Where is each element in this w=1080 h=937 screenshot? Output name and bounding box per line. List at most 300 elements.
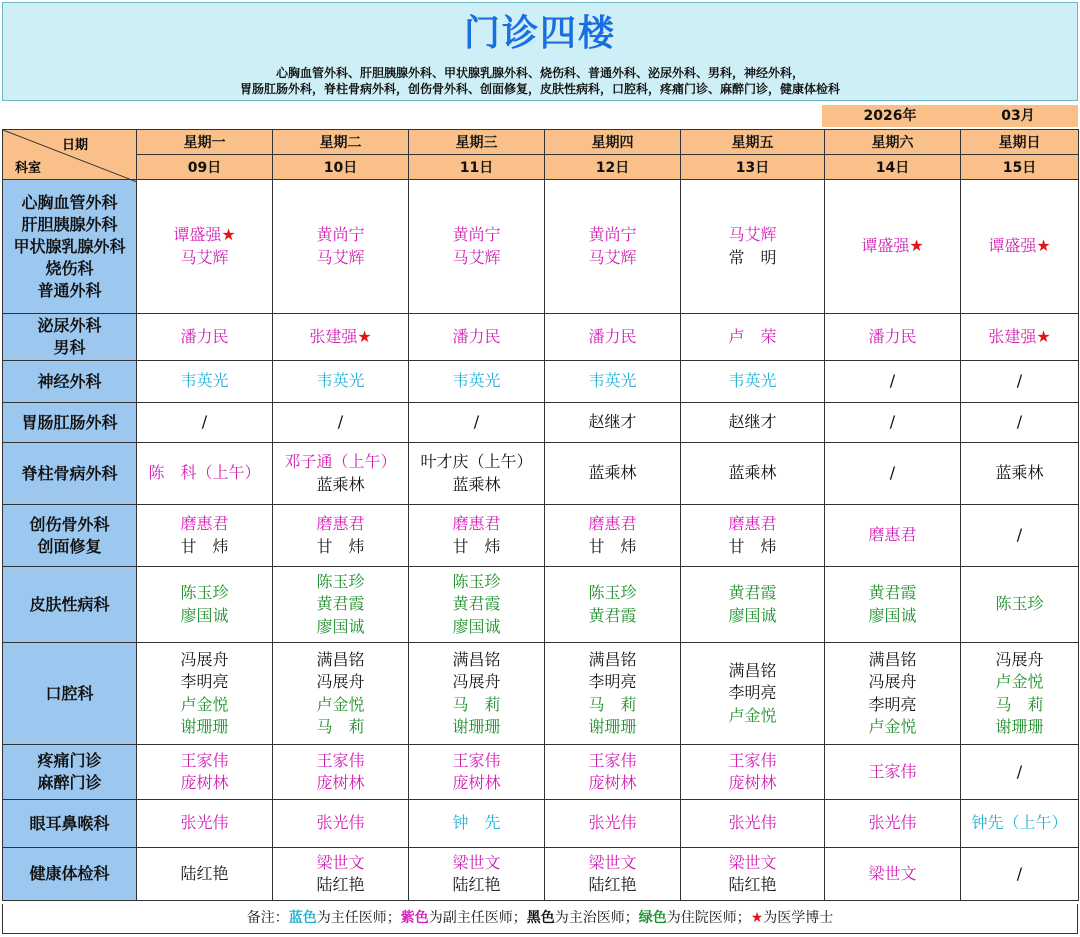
schedule-cell	[409, 443, 545, 505]
date-header: 11日	[409, 155, 545, 180]
star-icon: ★	[357, 326, 372, 346]
schedule-cell	[825, 800, 961, 848]
schedule-cell	[137, 403, 273, 443]
doctor-name	[545, 716, 680, 739]
doctor-name	[137, 716, 272, 739]
department-name: 男科	[53, 338, 86, 357]
department-cell	[3, 403, 137, 443]
doctor-name-text: 磨惠君	[316, 514, 365, 533]
doctor-name	[137, 247, 272, 270]
schedule-cell	[825, 180, 961, 314]
legend-green-word: 绿色	[638, 910, 667, 926]
doctor-name	[137, 772, 272, 795]
doctor-name-text: 卢金悦	[316, 694, 365, 714]
schedule-row	[3, 314, 1079, 361]
doctor-name-text: 王家伟	[868, 761, 917, 781]
doctor-name-text: 庞树林	[728, 773, 777, 792]
doctor-name-text: /	[889, 412, 896, 432]
doctor-name-text: 庞树林	[588, 773, 637, 792]
doctor-name	[681, 852, 824, 875]
doctor-name	[825, 605, 960, 628]
doctor-name	[545, 370, 680, 393]
doctor-name	[681, 660, 824, 683]
doctor-name	[545, 671, 680, 694]
doctor-name-text: 黄尚宁	[316, 225, 365, 244]
department-cell	[3, 180, 137, 314]
doctor-name	[545, 812, 680, 835]
doctor-name-text: 甘 炜	[452, 536, 501, 556]
schedule-cell	[825, 567, 961, 643]
department-name: 创面修复	[37, 536, 102, 556]
doctor-name-text: 潘力民	[588, 326, 637, 346]
doctor-name-text: /	[1016, 761, 1023, 781]
doctor-name-text: 冯展舟	[452, 672, 501, 691]
doctor-name-text: 谢珊珊	[995, 717, 1044, 736]
doctor-name	[545, 772, 680, 795]
doctor-name-text: 韦英光	[316, 371, 365, 391]
doctor-name	[137, 812, 272, 835]
schedule-row	[3, 403, 1079, 443]
doctor-name	[273, 451, 408, 474]
schedule-cell	[825, 403, 961, 443]
schedule-cell	[409, 567, 545, 643]
doctor-name-text: 冯展舟	[316, 672, 365, 691]
schedule-cell	[961, 443, 1079, 505]
doctor-name-text: 满昌铭	[728, 660, 777, 680]
doctor-name	[545, 852, 680, 875]
doctor-name	[273, 326, 408, 349]
legend-blue-word: 蓝色	[288, 910, 317, 926]
doctor-name-text: 李明亮	[868, 694, 917, 714]
star-icon: ★	[221, 225, 236, 244]
star-icon: ★	[1036, 326, 1051, 346]
page-header	[2, 2, 1078, 101]
doctor-name	[825, 671, 960, 694]
schedule-cell	[825, 745, 961, 800]
doctor-name-text: 谢珊珊	[588, 717, 637, 736]
department-cell	[3, 800, 137, 848]
doctor-name	[961, 649, 1078, 672]
doctor-name	[825, 582, 960, 605]
doctor-name-text: /	[1016, 863, 1023, 883]
schedule-cell	[681, 643, 825, 745]
department-cell	[3, 745, 137, 800]
doctor-name-text: 张光伟	[316, 813, 365, 833]
doctor-name	[681, 411, 824, 434]
doctor-name-text: /	[1016, 525, 1023, 545]
schedule-cell	[681, 403, 825, 443]
doctor-name-text: 满昌铭	[452, 649, 501, 669]
doctor-name	[137, 750, 272, 773]
doctor-name	[825, 761, 960, 784]
doctor-name-text: 廖国诚	[316, 616, 365, 636]
doctor-name-text: 卢金悦	[180, 694, 229, 714]
schedule-cell	[137, 361, 273, 403]
doctor-name	[545, 582, 680, 605]
doctor-name	[273, 772, 408, 795]
schedule-cell	[137, 567, 273, 643]
doctor-name-text: 黄君霞	[452, 594, 501, 614]
doctor-name-text: 王家伟	[588, 750, 637, 770]
doctor-name-text: 梁世文	[452, 852, 501, 872]
doctor-name	[409, 474, 544, 497]
schedule-cell	[409, 314, 545, 361]
doctor-name-text: 陈玉珍	[316, 571, 365, 591]
star-icon: ★	[1036, 236, 1051, 256]
department-cell	[3, 848, 137, 901]
schedule-row	[3, 643, 1079, 745]
schedule-cell	[409, 180, 545, 314]
schedule-row	[3, 180, 1079, 314]
doctor-name	[961, 235, 1078, 258]
schedule-cell	[137, 314, 273, 361]
doctor-name-text: /	[889, 463, 896, 483]
year-label: 2026年	[822, 105, 958, 127]
doctor-name	[409, 370, 544, 393]
doctor-name-text: 潘力民	[452, 326, 501, 346]
schedule-cell	[961, 361, 1079, 403]
department-name: 麻醉门诊	[37, 773, 102, 792]
doctor-name	[961, 593, 1078, 616]
doctor-name	[825, 649, 960, 672]
doctor-name-text: 李明亮	[180, 672, 229, 691]
schedule-cell	[273, 848, 409, 901]
doctor-name-text: 谭盛强	[861, 236, 910, 256]
doctor-name	[137, 370, 272, 393]
weekday-header: 星期日	[961, 130, 1079, 155]
doctor-name	[137, 694, 272, 717]
weekday-header: 星期三	[409, 130, 545, 155]
doctor-name-text: 冯展舟	[995, 649, 1044, 669]
department-name: 眼耳鼻喉科	[29, 813, 110, 833]
schedule-cell	[545, 643, 681, 745]
doctor-name-text: 张光伟	[180, 813, 229, 833]
doctor-name-text: 马艾辉	[452, 247, 501, 267]
schedule-cell	[273, 567, 409, 643]
doctor-name	[681, 536, 824, 559]
doctor-name-text: 韦英光	[180, 371, 229, 391]
doctor-name	[409, 772, 544, 795]
schedule-cell	[137, 505, 273, 567]
doctor-name	[273, 671, 408, 694]
doctor-name	[273, 852, 408, 875]
schedule-cell	[825, 314, 961, 361]
doctor-name	[825, 235, 960, 258]
doctor-name	[545, 649, 680, 672]
schedule-cell	[681, 800, 825, 848]
doctor-name-text: 王家伟	[316, 750, 365, 770]
no-clinic-mark	[961, 524, 1078, 547]
legend-purple-word: 紫色	[400, 910, 429, 926]
schedule-cell	[137, 443, 273, 505]
schedule-cell	[681, 505, 825, 567]
schedule-row	[3, 505, 1079, 567]
schedule-cell	[409, 361, 545, 403]
doctor-name-text: 张建强	[988, 326, 1037, 346]
doctor-name-text: 卢 荣	[728, 326, 777, 346]
schedule-cell	[273, 361, 409, 403]
schedule-cell	[961, 745, 1079, 800]
doctor-name	[681, 705, 824, 728]
doctor-name	[273, 694, 408, 717]
doctor-name-text: 张光伟	[588, 813, 637, 833]
department-cell	[3, 567, 137, 643]
doctor-name	[137, 863, 272, 886]
doctor-name-text: 谭盛强	[988, 236, 1037, 256]
doctor-name-text: 甘 炜	[180, 536, 229, 556]
department-name: 口腔科	[45, 683, 94, 703]
doctor-name-text: 马 莉	[588, 694, 637, 714]
doctor-name	[961, 694, 1078, 717]
doctor-name	[273, 593, 408, 616]
doctor-name-text: 陆红艳	[728, 875, 777, 894]
doctor-name	[681, 874, 824, 897]
date-header: 10日	[273, 155, 409, 180]
schedule-cell	[825, 848, 961, 901]
doctor-name	[545, 874, 680, 897]
corner-date-label: 日期	[61, 138, 88, 153]
schedule-row	[3, 848, 1079, 901]
date-header: 09日	[137, 155, 273, 180]
doctor-name-text: 磨惠君	[588, 514, 637, 533]
doctor-name	[409, 571, 544, 594]
doctor-name-text: 卢金悦	[868, 717, 917, 736]
weekday-header-row	[3, 130, 1079, 155]
schedule-row	[3, 800, 1079, 848]
doctor-name-text: 陈玉珍	[588, 583, 637, 602]
department-name: 普通外科	[37, 280, 102, 300]
doctor-name-text: 陆红艳	[316, 875, 365, 894]
doctor-name	[409, 812, 544, 835]
doctor-name-text: 马艾辉	[588, 247, 637, 267]
no-clinic-mark	[825, 462, 960, 485]
department-name: 皮肤性病科	[29, 594, 110, 614]
doctor-name	[273, 750, 408, 773]
doctor-name-text: 常 明	[728, 247, 777, 267]
no-clinic-mark	[961, 370, 1078, 393]
department-list-line-2: 胃肠肛肠外科，脊柱骨病外科，创伤骨外科、创面修复，皮肤性病科，口腔科，疼痛门诊、麻醉门诊，健康体检科	[239, 82, 840, 96]
department-name: 心胸血管外科	[21, 192, 118, 212]
doctor-name-text: 卢金悦	[995, 672, 1044, 691]
department-name: 脊柱骨病外科	[21, 463, 118, 483]
doctor-name-text: 满昌铭	[588, 649, 637, 669]
weekday-header: 星期四	[545, 130, 681, 155]
doctor-name-text: 王家伟	[180, 750, 229, 770]
star-icon: ★	[909, 236, 924, 256]
doctor-name-text: 马 莉	[452, 694, 501, 714]
department-name: 健康体检科	[29, 864, 110, 883]
schedule-cell	[137, 643, 273, 745]
department-name: 胃肠肛肠外科	[21, 412, 118, 432]
no-clinic-mark	[961, 761, 1078, 784]
schedule-cell	[273, 800, 409, 848]
doctor-name	[545, 326, 680, 349]
department-name: 创伤骨外科	[29, 514, 110, 534]
department-list-line-1: 心胸血管外科、肝胆胰腺外科、甲状腺乳腺外科、烧伤科、普通外科、泌尿外科、男科，神经外科，	[275, 66, 804, 80]
schedule-cell	[409, 745, 545, 800]
schedule-cell	[961, 180, 1079, 314]
schedule-cell	[273, 505, 409, 567]
schedule-cell	[545, 403, 681, 443]
weekday-header: 星期一	[137, 130, 273, 155]
doctor-name-text: 廖国诚	[868, 605, 917, 625]
doctor-name	[137, 536, 272, 559]
doctor-name	[409, 536, 544, 559]
date-header: 15日	[961, 155, 1079, 180]
no-clinic-mark	[137, 411, 272, 434]
doctor-name	[681, 462, 824, 485]
doctor-name	[545, 224, 680, 247]
schedule-cell	[825, 361, 961, 403]
doctor-name	[273, 224, 408, 247]
doctor-name-text: 黄君霞	[316, 594, 365, 614]
doctor-name-text: 廖国诚	[180, 605, 229, 625]
doctor-name-text: /	[1016, 412, 1023, 432]
doctor-name-text: 磨惠君	[452, 514, 501, 533]
doctor-name	[137, 605, 272, 628]
schedule-table	[2, 129, 1079, 901]
doctor-name-text: 冯展舟	[868, 672, 917, 691]
doctor-name-text: 磨惠君	[180, 514, 229, 533]
doctor-name	[681, 682, 824, 705]
doctor-name-text: 张光伟	[868, 813, 917, 833]
schedule-cell	[545, 180, 681, 314]
doctor-name	[545, 694, 680, 717]
doctor-name-text: 马艾辉	[728, 225, 777, 244]
no-clinic-mark	[825, 370, 960, 393]
schedule-cell	[545, 800, 681, 848]
date-header: 12日	[545, 155, 681, 180]
schedule-cell	[273, 745, 409, 800]
doctor-name-text: 李明亮	[728, 683, 777, 703]
doctor-name	[273, 370, 408, 393]
doctor-name-text: 韦英光	[728, 371, 777, 391]
doctor-name-text: 磨惠君	[728, 514, 777, 533]
schedule-row	[3, 745, 1079, 800]
doctor-name-text: 王家伟	[452, 750, 501, 770]
no-clinic-mark	[273, 411, 408, 434]
schedule-cell	[273, 643, 409, 745]
doctor-name	[825, 524, 960, 547]
schedule-cell	[961, 800, 1079, 848]
doctor-name-text: 赵继才	[588, 412, 637, 432]
schedule-cell	[825, 643, 961, 745]
doctor-name-text: 马 莉	[316, 717, 365, 736]
no-clinic-mark	[961, 411, 1078, 434]
doctor-name-text: 磨惠君	[868, 525, 917, 545]
doctor-name	[409, 326, 544, 349]
doctor-name	[273, 513, 408, 536]
legend-prefix: 备注：	[246, 910, 289, 926]
schedule-cell	[409, 403, 545, 443]
department-cell	[3, 643, 137, 745]
doctor-name-text: 黄尚宁	[588, 225, 637, 244]
schedule-row	[3, 567, 1079, 643]
doctor-name	[961, 326, 1078, 349]
doctor-name-text: 李明亮	[588, 672, 637, 691]
doctor-name-text: 赵继才	[728, 412, 777, 432]
doctor-name-text: 黄尚宁	[452, 225, 501, 244]
doctor-name	[681, 772, 824, 795]
doctor-name-text: /	[337, 412, 344, 432]
schedule-cell	[681, 745, 825, 800]
doctor-name-text: 王家伟	[728, 750, 777, 770]
doctor-name-text: 陈玉珍	[180, 583, 229, 602]
date-header: 14日	[825, 155, 961, 180]
schedule-cell	[545, 361, 681, 403]
doctor-name-text: 庞树林	[452, 773, 501, 792]
doctor-name	[137, 513, 272, 536]
month-label: 03月	[958, 105, 1078, 127]
doctor-name-text: /	[473, 412, 480, 432]
page-title: 门诊四楼	[463, 13, 616, 54]
doctor-name	[273, 536, 408, 559]
schedule-row	[3, 361, 1079, 403]
doctor-name-text: 陆红艳	[452, 875, 501, 894]
doctor-name	[681, 513, 824, 536]
schedule-cell	[409, 848, 545, 901]
legend-star-desc: 为医学博士	[763, 910, 834, 926]
schedule-cell	[273, 180, 409, 314]
doctor-name	[409, 616, 544, 639]
schedule-cell	[409, 800, 545, 848]
doctor-name	[137, 462, 272, 485]
doctor-name	[681, 247, 824, 270]
doctor-name	[825, 863, 960, 886]
doctor-name-text: 潘力民	[868, 326, 917, 346]
doctor-name	[545, 411, 680, 434]
doctor-name-text: 陆红艳	[588, 875, 637, 894]
doctor-name	[825, 326, 960, 349]
legend-black-word: 黑色	[526, 910, 555, 926]
doctor-name	[273, 874, 408, 897]
schedule-cell	[137, 800, 273, 848]
doctor-name	[545, 462, 680, 485]
legend-green-desc: 为住院医师；	[666, 910, 751, 926]
doctor-name	[409, 451, 544, 474]
doctor-name-text: 甘 炜	[316, 536, 365, 556]
doctor-name-text: 黄君霞	[588, 605, 637, 625]
doctor-name-text: /	[201, 412, 208, 432]
doctor-name-text: 蓝乘林	[995, 463, 1044, 483]
doctor-name	[273, 571, 408, 594]
doctor-name	[409, 750, 544, 773]
legend-note	[2, 904, 1078, 934]
doctor-name-text: 庞树林	[180, 773, 229, 792]
doctor-name-text: 梁世文	[316, 852, 365, 872]
schedule-cell	[961, 403, 1079, 443]
no-clinic-mark	[409, 411, 544, 434]
doctor-name-text: 蓝乘林	[588, 463, 637, 483]
doctor-name-text: 钟 先	[452, 813, 501, 833]
legend-blue-desc: 为主任医师；	[316, 910, 401, 926]
schedule-cell	[825, 505, 961, 567]
schedule-cell	[961, 505, 1079, 567]
corner-header	[3, 130, 137, 180]
doctor-name	[409, 513, 544, 536]
doctor-name-text: 廖国诚	[728, 605, 777, 625]
doctor-name-text: 马艾辉	[316, 247, 365, 267]
doctor-name	[409, 694, 544, 717]
weekday-header: 星期二	[273, 130, 409, 155]
department-cell	[3, 505, 137, 567]
doctor-name	[409, 716, 544, 739]
doctor-name	[273, 716, 408, 739]
doctor-name	[681, 326, 824, 349]
schedule-cell	[137, 180, 273, 314]
doctor-name	[681, 224, 824, 247]
doctor-name-text: 廖国诚	[452, 616, 501, 636]
